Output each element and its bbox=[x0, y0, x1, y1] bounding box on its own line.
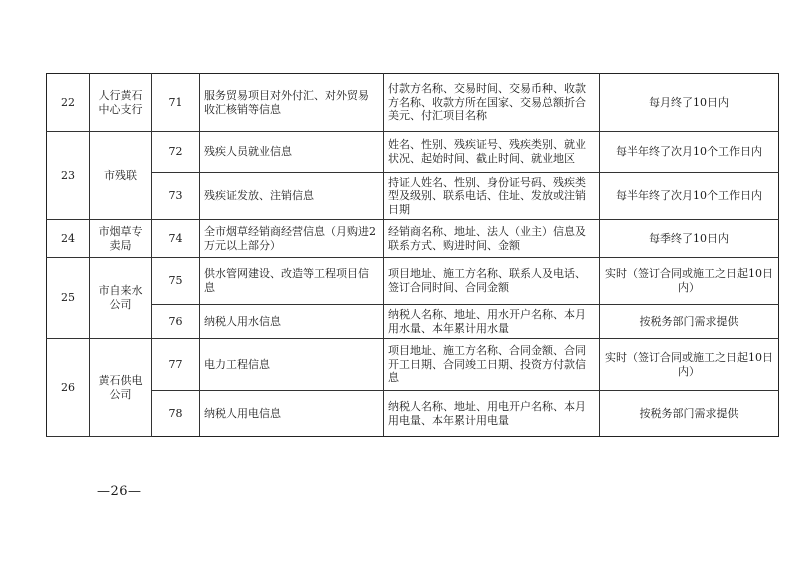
table-row bbox=[47, 74, 779, 132]
table-row bbox=[47, 339, 779, 391]
table-row bbox=[47, 258, 779, 305]
department-cell: 市自来水公司 bbox=[90, 258, 152, 339]
frequency-cell: 每半年终了次月10个工作日内 bbox=[600, 132, 779, 173]
serial-number-cell: 26 bbox=[47, 339, 90, 437]
frequency-cell: 实时（签订合同或施工之日起10日内） bbox=[600, 258, 779, 305]
item-number-cell: 75 bbox=[152, 258, 200, 305]
serial-number-cell: 24 bbox=[47, 220, 90, 258]
content-cell: 姓名、性别、残疾证号、残疾类别、就业状况、起始时间、截止时间、就业地区 bbox=[384, 132, 600, 173]
item-name-cell: 电力工程信息 bbox=[200, 339, 384, 391]
info-sharing-table bbox=[46, 73, 779, 437]
content-cell: 持证人姓名、性别、身份证号码、残疾类型及级别、联系电话、住址、发放或注销日期 bbox=[384, 173, 600, 220]
item-number-cell: 76 bbox=[152, 305, 200, 339]
department-cell: 人行黄石中心支行 bbox=[90, 74, 152, 132]
item-number-cell: 74 bbox=[152, 220, 200, 258]
item-number-cell: 72 bbox=[152, 132, 200, 173]
table-row bbox=[47, 391, 779, 437]
page-number: —26— bbox=[97, 484, 142, 499]
content-cell: 经销商名称、地址、法人（业主）信息及联系方式、购进时间、金额 bbox=[384, 220, 600, 258]
item-name-cell: 残疾人员就业信息 bbox=[200, 132, 384, 173]
frequency-cell: 每季终了10日内 bbox=[600, 220, 779, 258]
frequency-cell: 每半年终了次月10个工作日内 bbox=[600, 173, 779, 220]
department-cell: 市残联 bbox=[90, 132, 152, 220]
item-name-cell: 服务贸易项目对外付汇、对外贸易收汇核销等信息 bbox=[200, 74, 384, 132]
serial-number-cell: 22 bbox=[47, 74, 90, 132]
department-cell: 市烟草专卖局 bbox=[90, 220, 152, 258]
frequency-cell: 实时（签订合同或施工之日起10日内） bbox=[600, 339, 779, 391]
item-name-cell: 全市烟草经销商经营信息（月购进2万元以上部分） bbox=[200, 220, 384, 258]
item-name-cell: 供水管网建设、改造等工程项目信息 bbox=[200, 258, 384, 305]
item-number-cell: 71 bbox=[152, 74, 200, 132]
item-number-cell: 73 bbox=[152, 173, 200, 220]
content-cell: 纳税人名称、地址、用电开户名称、本月用电量、本年累计用电量 bbox=[384, 391, 600, 437]
table-row bbox=[47, 173, 779, 220]
table-row bbox=[47, 132, 779, 173]
content-cell: 项目地址、施工方名称、合同金额、合同开工日期、合同竣工日期、投资方付款信息 bbox=[384, 339, 600, 391]
table-row bbox=[47, 220, 779, 258]
frequency-cell: 按税务部门需求提供 bbox=[600, 305, 779, 339]
content-cell: 项目地址、施工方名称、联系人及电话、签订合同时间、合同金额 bbox=[384, 258, 600, 305]
item-number-cell: 77 bbox=[152, 339, 200, 391]
serial-number-cell: 25 bbox=[47, 258, 90, 339]
item-name-cell: 纳税人用水信息 bbox=[200, 305, 384, 339]
serial-number-cell: 23 bbox=[47, 132, 90, 220]
frequency-cell: 每月终了10日内 bbox=[600, 74, 779, 132]
item-number-cell: 78 bbox=[152, 391, 200, 437]
content-cell: 付款方名称、交易时间、交易币种、收款方名称、收款方所在国家、交易总额折合美元、付汇项目名称 bbox=[384, 74, 600, 132]
table-row bbox=[47, 305, 779, 339]
frequency-cell: 按税务部门需求提供 bbox=[600, 391, 779, 437]
item-name-cell: 残疾证发放、注销信息 bbox=[200, 173, 384, 220]
department-cell: 黄石供电公司 bbox=[90, 339, 152, 437]
item-name-cell: 纳税人用电信息 bbox=[200, 391, 384, 437]
content-cell: 纳税人名称、地址、用水开户名称、本月用水量、本年累计用水量 bbox=[384, 305, 600, 339]
